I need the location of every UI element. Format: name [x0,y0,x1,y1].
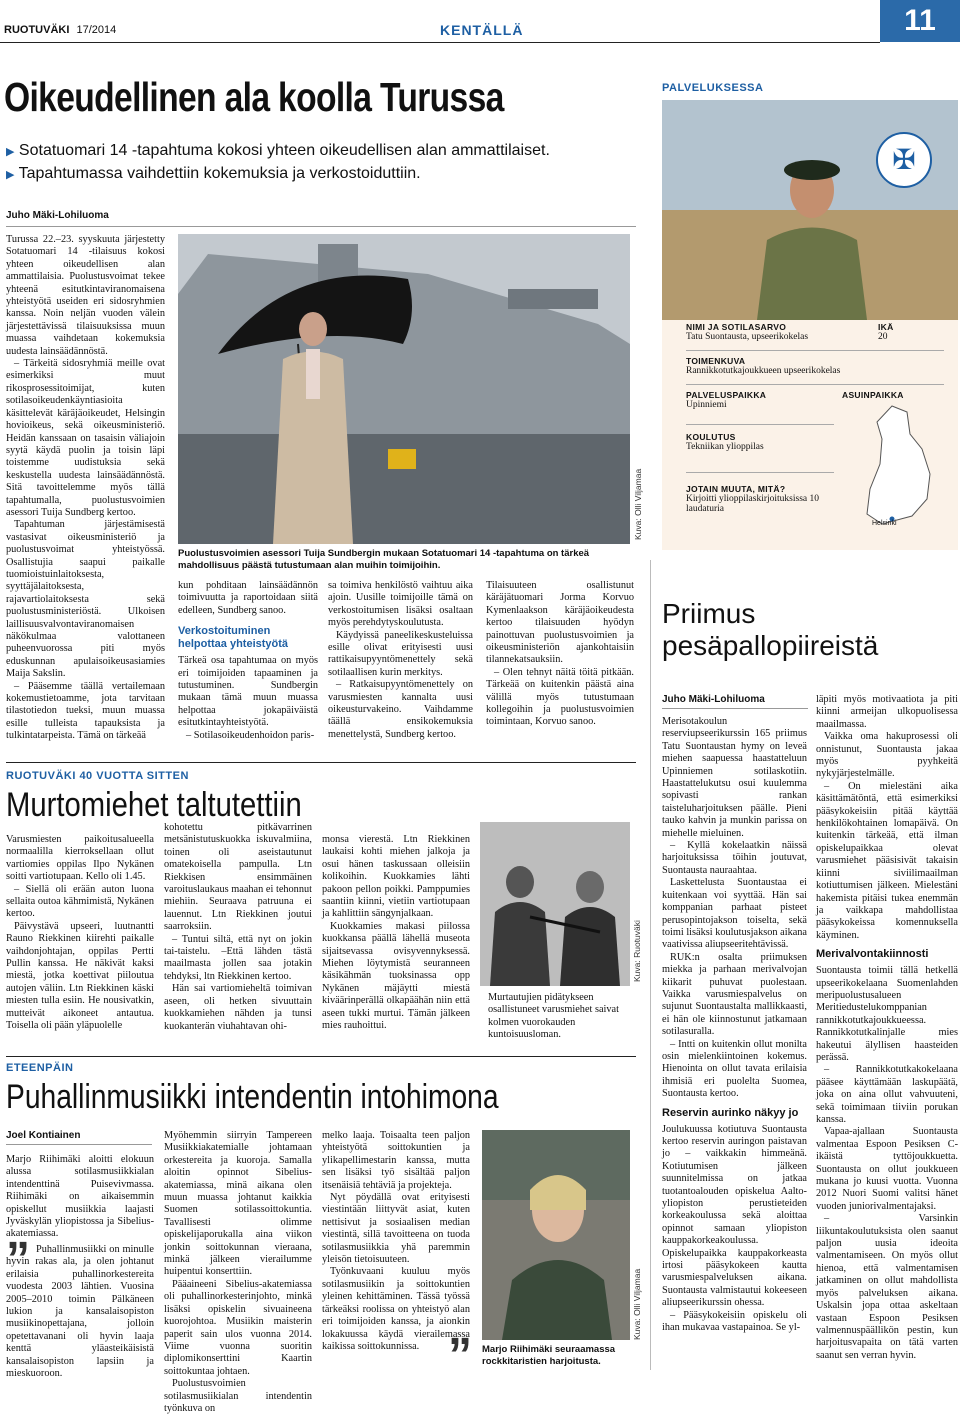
bullet-text: Sotatuomari 14 -tapahtuma kokosi yhteen oikeudellisen alan ammattilaiset. [18,142,550,159]
subhead: Reservin aurinko näkyy jo [662,1106,799,1119]
paragraph: monsa vierestä. Ltn Riekkinen laukaisi kohti miehen jalkoja ja osui hänen taskussaan olleisiin kolikoihin. Kuokkamies lähti pakoon pellon poikki. Pamppumies saantiin kiinni, vietiin vartiotupaan ja kahlittiin sängynjalkaan. [322,834,470,920]
home-label: ASUINPAIKKA [842,390,904,400]
paragraph: – Siellä oli erään auton luona sellaita outoa kähmimistä, Nykänen kertoo. [6,883,154,920]
sidebar-byline: Juho Mäki-Lohiluoma [662,694,765,705]
paragraph: – Intti on kuitenkin ollut monilta osin mielenkiintoinen kokemus. Hienointa on ollut tavata erilaisia ihmisiä eri puolelta Suomea, Suontausta kertoo. [662,1038,807,1100]
paragraph: Tärkeä osa tapahtumaa on myös eri toimijoiden tapaaminen ja tutustuminen. Sundbergin mukaan tämä muun muassa helpottaa jokapäiväistä esitutkintayhteistyötä. [178,655,318,729]
paragraph: Tapahtuman järjestämisestä vastasivat oikeusministeriö ja puolustusvoimat yhteistyössä. Osallistujia saapui paikalle tuomioistuinlaitoksesta, syyttäjälaitoksesta, rajavartiolaitoksesta sekä puolustusministeriöstä. Ulkoisen laillisuusvalvontaviranomaisen näkökulmaa valottaneen puheenvuorossa piti myös eduskunnan apulaisoikeusasiamies Maija Sakslin. [6,519,165,680]
map-city-label: Helsinki [872,520,897,527]
info-row-else [686,484,836,514]
harbor-scene-illustration [178,234,630,544]
finland-map-icon [852,404,942,534]
else-value: Kirjoitti ylioppilaskirjoituksissa 10 laudaturia [686,494,819,514]
main-byline-rule [6,226,636,227]
paragraph: läpiti myös motivaatiota ja piti kiinni armeijan ulkopuolisessa maailmassa. [816,694,958,730]
sidebar-tag: PALVELUKSESSA [662,82,764,94]
subhead: Verkostoituminen helpottaa yhteistyötä [178,625,289,651]
paragraph: – Rannikkotutkakokelaana pääsee käyttämään laskupäätä, joka on aina ollut vahvuuteni, sekä toimimaan tiiviin porukan kanssa. [816,1064,958,1125]
paragraph: melko laaja. Toisaalta teen paljon yhteistyötä soittokuntien ja ylikapellimestarin kanssa, mutta sen lisäksi työ sisältää paljon itsenäisiä tehtäviä ja projekteja. [322,1130,470,1191]
story3-photo-credit: Kuva: Olli Viljamaa [632,1268,642,1340]
edu-label: KOULUTUS [686,432,736,442]
sidebar-title: Priimus pesäpallopiireistä [662,598,879,661]
paragraph: Marjo Riihimäki aloitti elokuun alussa sotilasmusiikkialan intendenttinä Puisevivmassa. Riihimäki on aikaisemmin opiskellut musiikkia laajasti Jyväskylän yliopistossa ja Sibelius-akatemiassa. [6,1154,154,1240]
paragraph: – Kyllä kokelaatkin näissä harjoituksissa töihin joutuvat, Suontausta nauraahtaa. [662,840,807,876]
story2-col-3 [322,834,470,1033]
sidebar-byline-rule [662,708,808,709]
paragraph: Turussa 22.–23. syyskuuta järjestetty Sotatuomari 14 -tilaisuus kokosi yhteen oikeudellisen alan ammattilaisia. Puolustusvoimat tekee yhteenä esitutkintaviranomaisena yhteistyötä useiden eri sidosryhmien kanssa. Noin neljän vuoden välein järjestettävissä tilaisuuksissa muun muassa vaihdetaan kokemuksia uudesta lainsäädännöstä. [6,234,165,357]
card-divider [686,424,834,425]
paragraph: Suontausta toimii tällä hetkellä upseerikokelaana Suomenlahden meripuolustusalueen Meritiedustelukomppanian rannikkotutkajoukkueessa. Rannikkotutkalinjalle mies hakeutui älyllisen haasteiden perässä. [816,965,958,1063]
paragraph: Kuokkamies makasi piilossa kuokkansa päällä lähellä museota sijaitsevassa ovisyvennyksessä. Miehen löytymistä seuranneen käsikähmän tuoksinassa opp Nykänen mäjäytti miestä kiväärinperällä olkapäähän niin että aseen tukki murtui. Tämän jälkeen mies rauhoittui. [322,920,470,1032]
paragraph: Pääaineeni Sibelius-akatemiassa oli puhallinorkesterinjohto, minkä lisäksi opiskelin sivuaineena kuorojohtoa. Musiikin maisterin paperit sain ulos vuonna 2014. Viime vuonna suoritin diplomikonserttini Kaartin soittokuntaa johtaen. [164,1278,312,1377]
story2-photo [480,822,630,986]
story3-quote: Puhallinmusiikki on minulle hyvin rakas ala, ja olen johtanut erilaisia puhallinorkestereita vuodesta 2003 lähtien. Vuosina 2005–2010 toimin Pälkäneen lukion ja kansalaisopiston musiikinopettajana, jolloin opetettavanani oli hyvin laaja kenttä yläasteikäisistä kansalaisopiston lapsiin ja mieskuoroon. [6,1244,154,1380]
main-col-2 [178,580,318,742]
paragraph: sa toimiva henkilöstö vaihtuu aika ajoin. Uusille toimijoille tämä on verkostoitumisen lisäksi osaltaan myös perehdytyskoulutusta. [328,580,473,629]
card-divider [686,472,834,473]
paragraph: RUK:n osalta priimuksen miekka ja parhaan merivalvojan kiikarit puhuvat puolestaan. Vaikka varusmiespalvelus on sujunut Suontaustalta mallikkaasti, ei hän ole kiinnostunut jatkamaan sotilasuralla. [662,951,807,1038]
paragraph: – On mielestäni aika käsittämätöntä, että esimerkiksi pääsykokeisiin pitää käyttää henkilökohtainen lomapäivä. On kuitenkin tärkeää, että ilman opiskelupaikkaa olevat varusmiehet pääsisivät takaisin kiinni siviilimaailman kotiuttumisen jälkeen. Mielestäni hakemista pitäisi tukea enemmän ja vaikkapa mahdollistaa pääsykokeissa komennuksella käyminen. [816,780,958,941]
info-row-age [878,322,894,342]
main-col-1 [6,234,165,743]
age-label: IKÄ [878,322,894,332]
name-label: NIMI JA SOTILASARVO [686,322,787,332]
paragraph: Nyt pöydällä ovat erityisesti viestintään liittyvät asiat, kuten nettisivut ja sosiaalisen median viestintä, sillä tavoitteena on tuoda sotilasmusiikkia yhä paremmin yleisön tietoisuuteen. [322,1192,470,1266]
card-divider [686,350,944,351]
task-value: Rannikkotutkajoukkueen upseerikokelas [686,366,841,376]
story2-rule [6,762,636,763]
main-byline: Juho Mäki-Lohiluoma [6,210,109,221]
task-label: TOIMENKUVA [686,356,746,366]
paragraph: – Sotilasoikeudenhoidon paris- [186,729,315,741]
info-row-name [686,322,846,342]
edu-value: Tekniikan ylioppilas [686,442,764,452]
age-value: 20 [878,332,888,342]
paragraph: Vapaa-ajallaan Suontausta valmentaa Espoon Pesiksen C-ikäistä tyttöjoukkuetta. Suontausta on ollut joukkueen mukana jo kuusi vuotta. Vuonna 2012 Nuori Suomi valitsi hänet vuoden juniorivalmentajaksi. [816,1126,958,1212]
paragraph: kohotettu pitkävarrinen metsänistutuskuokka iskuvalmiina, toinen oli aseistautunut omatekoisella pampulla. Ltn Riekkisen ensimmäinen varoituslaukaus maahan ei tehonnut miehiin. Seuraava patruuna ei lauennut. Ltn Riekkinen joutui saarroksiin. [164,822,312,933]
main-photo [178,234,630,544]
story3-byline: Joel Kontiainen [6,1130,81,1141]
sidebar-col-2 [816,694,958,1362]
soldiers-bw-illustration [480,822,630,986]
paragraph: Tilaisuuteen osallistunut käräjätuomari Jorma Korvuo Kymenlaakson käräjäoikeudesta kertoo tilaisuuden hyödyn painottuvan puolustusvoimien ja oikeusministeriön ajankohtaisiin tilannekatsauksiin. [486,580,634,666]
bullet-text: Tapahtumassa vaihdettiin kokemuksia ja verkostoiduttiin. [18,165,421,182]
paragraph: – Tärkeitä sidosryhmiä meille ovat esimerkiksi muut rikosprosessitoimijat, kuten sotilasoikeudenkäyntiasioita käsittelevät käräjäoikeudet, Helsingin hovioikeus, sekä oikeusministeriö. Heidän kanssaan on tasaisin väliajoin syytä käydä puolin ja toisin läpi toistemme uudistuksia sekä keskustella uudesta lainsäädännöstä. Sitä tavoittelemme myös tällä tapahtumalla, puolustusvoimien asessori Tuija Sundberg kertoo. [6,358,165,518]
paragraph: Hän sai vartiomieheltä toimivan aseen, oli hetken sivuuttain kuokkamiehen nähden ja tunsi kuokanterän viuhahtavan ohi- [164,983,312,1032]
story2-title: Murtomiehet taltutettiin [6,786,302,824]
story2-caption: Murtautujien pidätykseen osallistuneet varusmiehet saivat kolmen vuorokauden kuntoisuusloman. [488,992,619,1041]
story3-col-3 [322,1130,470,1353]
header-rule [0,42,880,43]
story2-tag: RUOTUVÄKI 40 VUOTTA SITTEN [6,770,189,782]
main-title: Oikeudellinen ala koolla Turussa [4,74,504,120]
paragraph: Myöhemmin siirryin Tampereen Musiikkiakatemialle johtamaan orkestereita ja kuoroja. Samalla aloitin opinnot Sibelius-akatemiassa, minä aikana olen muun muassa johtanut kaikkia Suomen sotilassoittokuntia. Tavallisesti olimme opiskelijaporukalla aina viikon jonkin soittokunnan vieraana, minkä jälkeen vierailumme huipentui konserttiin. [164,1130,312,1278]
issue-line [4,24,116,36]
story3-photo [482,1130,630,1340]
paragraph: Joulukuussa kotiutuva Suontausta kertoo reservin auringon paistavan jo – vaikkakin himmeänä. Kotiutumisen jälkeen suunnitelmissa on jatkaa tuotantoalouden opiskelua Aalto-yliopiston perustieteiden korkeakoulussa sekä aloittaa opinnot samaan yliopiston kauppakorkeakoulussa. Opiskelupaikka kauppakorkeasta irtosi pääsykokeen kautta varusmiespalveluksen aikana. Suontausta valmistautui kokeeseen aliupseerikurssin ohessa. [662,1123,807,1309]
paragraph: – Varsinkin liikuntakoulutuksista olen saanut paljon uusia ideoita valmentamiseen. On myös ollut hienoa, että valmentamisen jatkaminen on ollut mahdollista myös palveluksen aikana. Uskalsin jopa ottaa askeltaan vastaan Espoon Pesiksen valmennuspäällikön pestin, kun harjoitusvapaita on tätä varten saanut sen verran hyvin. [816,1213,958,1361]
section-name: KENTÄLLÄ [440,22,524,38]
emblem-icon: ✠ [876,132,932,188]
paragraph: Päivystävä upseeri, luutnantti Rauno Riekkinen kiirehti paikalle vaihdonjohtajan, oppilas Pertti Pullin kanssa. He näkivät kaksi miestä, jotka koettivat piiloutua autojen väliin. Ltn Riekkinen käski miesten tulla esiin. He nousivatkin, mutteivät aikoneet antautua. Toisella oli pään yläpuolelle [6,920,154,1032]
story3-col-2 [164,1130,312,1415]
quote-mark-icon: ” [6,1233,30,1286]
sidebar-vertical-rule [650,560,651,1370]
paragraph: Puolustusvoimien sotilasmusiikialan intendentin työnkuva on [164,1378,312,1414]
else-label: JOTAIN MUUTA, MITÄ? [686,484,786,494]
main-bullets [6,140,550,186]
story2-col-2 [164,822,312,1033]
paragraph: – Olen tehnyt näitä töitä pitkään. Tärkeää on kuitenkin päästä aina välillä myös tutustumaan kollegoihin ja puolustusvoimien toimintaan, Korvuo sanoo. [486,666,634,728]
story2-photo-credit: Kuva: Ruotuväki [632,920,642,982]
quote-close-icon: ” [448,1329,472,1382]
story3-caption: Marjo Riihimäki seuraamassa rockkitaristien harjoitusta. [482,1344,616,1367]
story2-col-1 [6,834,154,1033]
paragraph: kun pohditaan lainsäädännön toimivuutta ja raportoidaan siitä edelleen, Sundberg sanoo. [178,580,318,616]
place-label: PALVELUSPAIKKA [686,390,767,400]
paragraph: – Pääsemme täällä vertailemaan kokemustietoamme, jota tarvitaan tilastotiedon tueksi, muun muassa esille tulleista tapauksista ja tulkintatarpeista. Tämä on tärkeää [6,680,165,742]
portrait-illustration [482,1130,630,1340]
paragraph: Merisotakoulun reserviupseerikurssin 165 priimus Tatu Suontaustan hymy on leveä miehen saapuessa haastatteluun Upinniemen sotilaskotiin. Haastattelukutsu osui kuulemma sopivasti rankan taisteluharjoituksen päälle. Pieni tauko kahvin ja munkin parissa on miehelle mieluinen. [662,716,807,839]
publication-name: RUOTUVÄKI [4,24,70,36]
story3-title: Puhallinmusiikki intendentin intohimona [6,1078,499,1116]
sidebar-col-1 [662,716,807,1335]
paragraph: Varusmiesten paikoitusalueella normaalilla kierroksellaan ollut vartiomies oppilas Ilpo Nykänen soitti vartiotupaan. Kello oli 1.45. [6,834,154,883]
name-value: Tatu Suontausta, upseerikokelas [686,332,809,342]
bullet-item [6,140,550,163]
story3-rule [6,1056,636,1057]
paragraph: Työnkuvaani kuuluu myös sotilasmusiikin ja soittokuntien yleinen kehittäminen. Tässä työssä tärkeäksi roolissa on yhteistyö alan eri toimijoiden kanssa, ja aionkin lokakuussa käydä vierailemassa kaikissa soittokunnissa. [322,1266,470,1352]
card-divider [686,384,944,385]
story3-byline-rule [6,1144,152,1145]
paragraph: – Tuntui siltä, että nyt on jokin tai-taistelu. –Että lähden tästä maailmasta jollen saa jotakin tehdyksi, ltn Riekkinen kertoo. [164,933,312,982]
main-col-3 [328,580,473,741]
main-col-4 [486,580,634,729]
page-number: 11 [880,0,960,42]
main-photo-credit: Kuva: Olli Viljamaa [633,468,643,540]
paragraph: Laskettelusta Suontaustaa ei kuitenkaan voi syyttää. Hän sai komppanian parhaat pisteet perusopintojakson toiselta, sekä toimi lisäksi koulutusjakson aikana vaativissa aliupseeritehtävissä. [662,877,808,951]
info-row-place [686,390,766,410]
bullet-item [6,163,550,186]
info-row-task [686,356,840,376]
sidebar-card [662,100,958,550]
issue-number: 17/2014 [76,24,117,36]
main-photo-caption: Puolustusvoimien asessori Tuija Sundbergin mukaan Sotatuomari 14 -tapahtuma on tärkeä mahdollisuus päästä tutustumaan alan muihin toimijoihin. [178,548,590,571]
paragraph: Vaikka oma hakuprosessi oli onnistunut, Suontausta jakaa myös pyyhkeitä nykyjärjestelmälle. [816,731,958,780]
story3-tag: ETEENPÄIN [6,1062,74,1074]
paragraph: – Ratkaisupyyntömenettely on varusmiesten kannalta uusi oikeusturvakeino. Vaihdamme täällä ensikokemuksia menettelystä, Sundberg kertoo. [328,679,473,740]
triangle-bullet-icon: ▶ [6,169,15,181]
info-row-edu [686,432,764,452]
paragraph: Käydyissä paneelikeskusteluissa esille olivat erityisesti uusi rattikaisupyyntömenettely sekä sotilaallisen kurin merkitys. [328,629,473,678]
place-value: Upinniemi [686,400,727,410]
subhead: Merivalvontakiinnosti [816,948,929,961]
paragraph: – Pääsykokeisiin opiskelu oli ihan mukavaa vastapainoa. Se yl- [662,1309,807,1334]
triangle-bullet-icon: ▶ [6,146,15,158]
story3-col-1 [6,1154,154,1241]
